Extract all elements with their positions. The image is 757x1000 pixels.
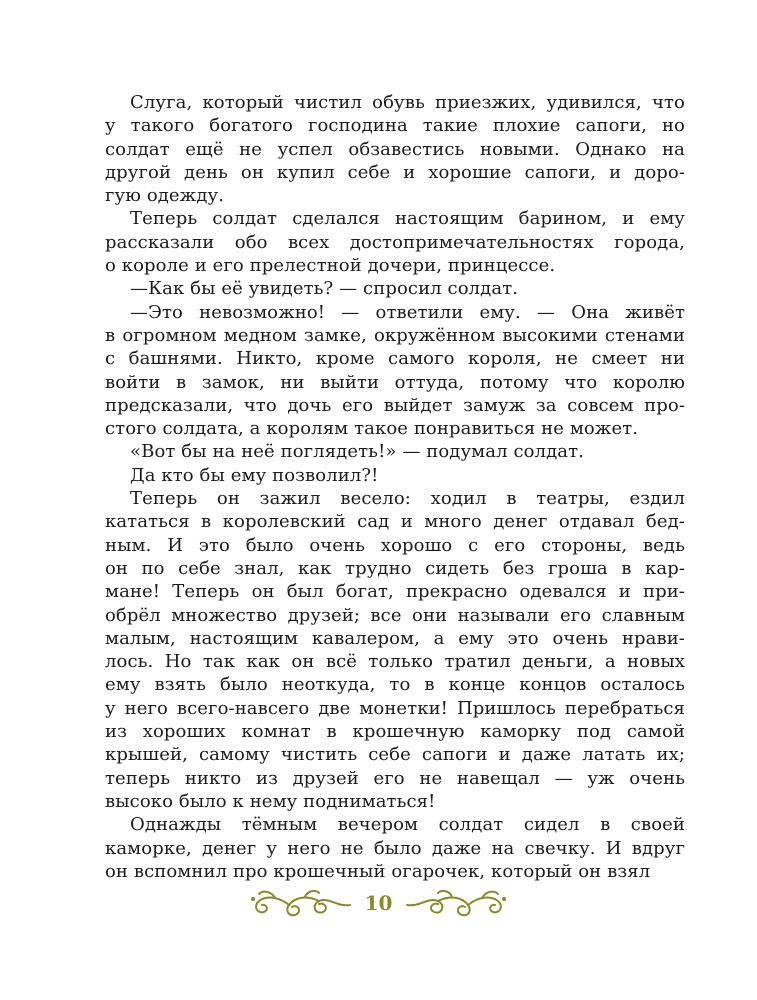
text-line: лось. Но так как он всё только тратил деньги, а новых: [105, 651, 685, 673]
paragraph: [105, 464, 685, 487]
text-line: в огромном медном замке, окружённом высокими стенами: [105, 324, 685, 346]
text-line: стого солдата, а королям такое понравиться не может.: [105, 418, 639, 440]
text-line: Теперь солдат сделался настоящим барином, и ему: [130, 208, 685, 230]
body-text: [105, 91, 685, 883]
text-line: —Как бы её увидеть? — спросил солдат.: [130, 278, 519, 300]
text-line: высоко было к нему подниматься!: [105, 790, 436, 812]
paragraph: [105, 207, 685, 277]
text-line: солдат ещё не успел обзавестись новыми. Однако на: [105, 138, 685, 160]
text-line: обрёл множество друзей; все они называли его славным: [105, 604, 685, 626]
text-line: Теперь он зажил весело: ходил в театры, ездил: [130, 488, 685, 510]
text-line: о короле и его прелестной дочери, принцессе.: [105, 255, 556, 277]
text-line: Слуга, который чистил обувь приезжих, удивился, что: [130, 92, 685, 113]
page-footer: [0, 885, 757, 921]
paragraph: [105, 487, 685, 813]
text-line: Да кто бы ему позволил?!: [130, 464, 379, 486]
text-line: рассказали обо всех достопримечательностях города,: [105, 231, 685, 253]
text-line: мане! Теперь он был богат, прекрасно одевался и при-: [105, 581, 685, 603]
paragraph: [105, 277, 685, 300]
paragraph: [105, 813, 685, 883]
text-line: ему взять было неоткуда, то в конце концов осталось: [105, 674, 685, 696]
paragraph: [105, 440, 685, 463]
text-line: войти в замок, ни выйти оттуда, потому что королю: [105, 371, 685, 393]
text-line: из хороших комнат в крошечную каморку под самой: [105, 721, 685, 743]
text-line: «Вот бы на неё поглядеть!» — подумал солдат.: [130, 441, 584, 463]
page-number: 10: [364, 891, 393, 915]
text-line: Однажды тёмным вечером солдат сидел в своей: [130, 814, 685, 836]
flourish-right-icon: [402, 885, 512, 921]
text-line: —Это невозможно! — ответили ему. — Она живёт: [130, 301, 685, 323]
text-line: малым, настоящим кавалером, а ему это очень нрави-: [105, 627, 685, 649]
text-line: каморке, денег у него не было даже на свечку. И вдруг: [105, 837, 685, 859]
text-line: предсказали, что дочь его выйдет замуж за совсем про-: [105, 394, 685, 416]
paragraph: [105, 91, 685, 207]
text-line: ным. И это было очень хорошо с его стороны, ведь: [105, 534, 685, 556]
text-line: теперь никто из друзей его не навещал — уж очень: [105, 767, 685, 789]
text-line: у такого богатого господина такие плохие сапоги, но: [105, 115, 685, 137]
text-line: другой день он купил себе и хорошие сапоги, и доро-: [105, 161, 685, 183]
text-line: у него всего-навсего две монетки! Пришлось перебраться: [105, 697, 685, 719]
text-line: он по себе знал, как трудно сидеть без гроша в кар-: [105, 557, 685, 579]
text-line: крышей, самому чистить себе сапоги и даже латать их;: [105, 744, 685, 766]
text-line: с башнями. Никто, кроме самого короля, не смеет ни: [105, 348, 685, 370]
text-line: гую одежду.: [105, 185, 225, 207]
text-line: кататься в королевский сад и много денег отдавал бед-: [105, 511, 685, 533]
paragraph: [105, 301, 685, 441]
text-line: он вспомнил про крошечный огарочек, который он взял: [105, 860, 651, 882]
flourish-left-icon: [245, 885, 355, 921]
